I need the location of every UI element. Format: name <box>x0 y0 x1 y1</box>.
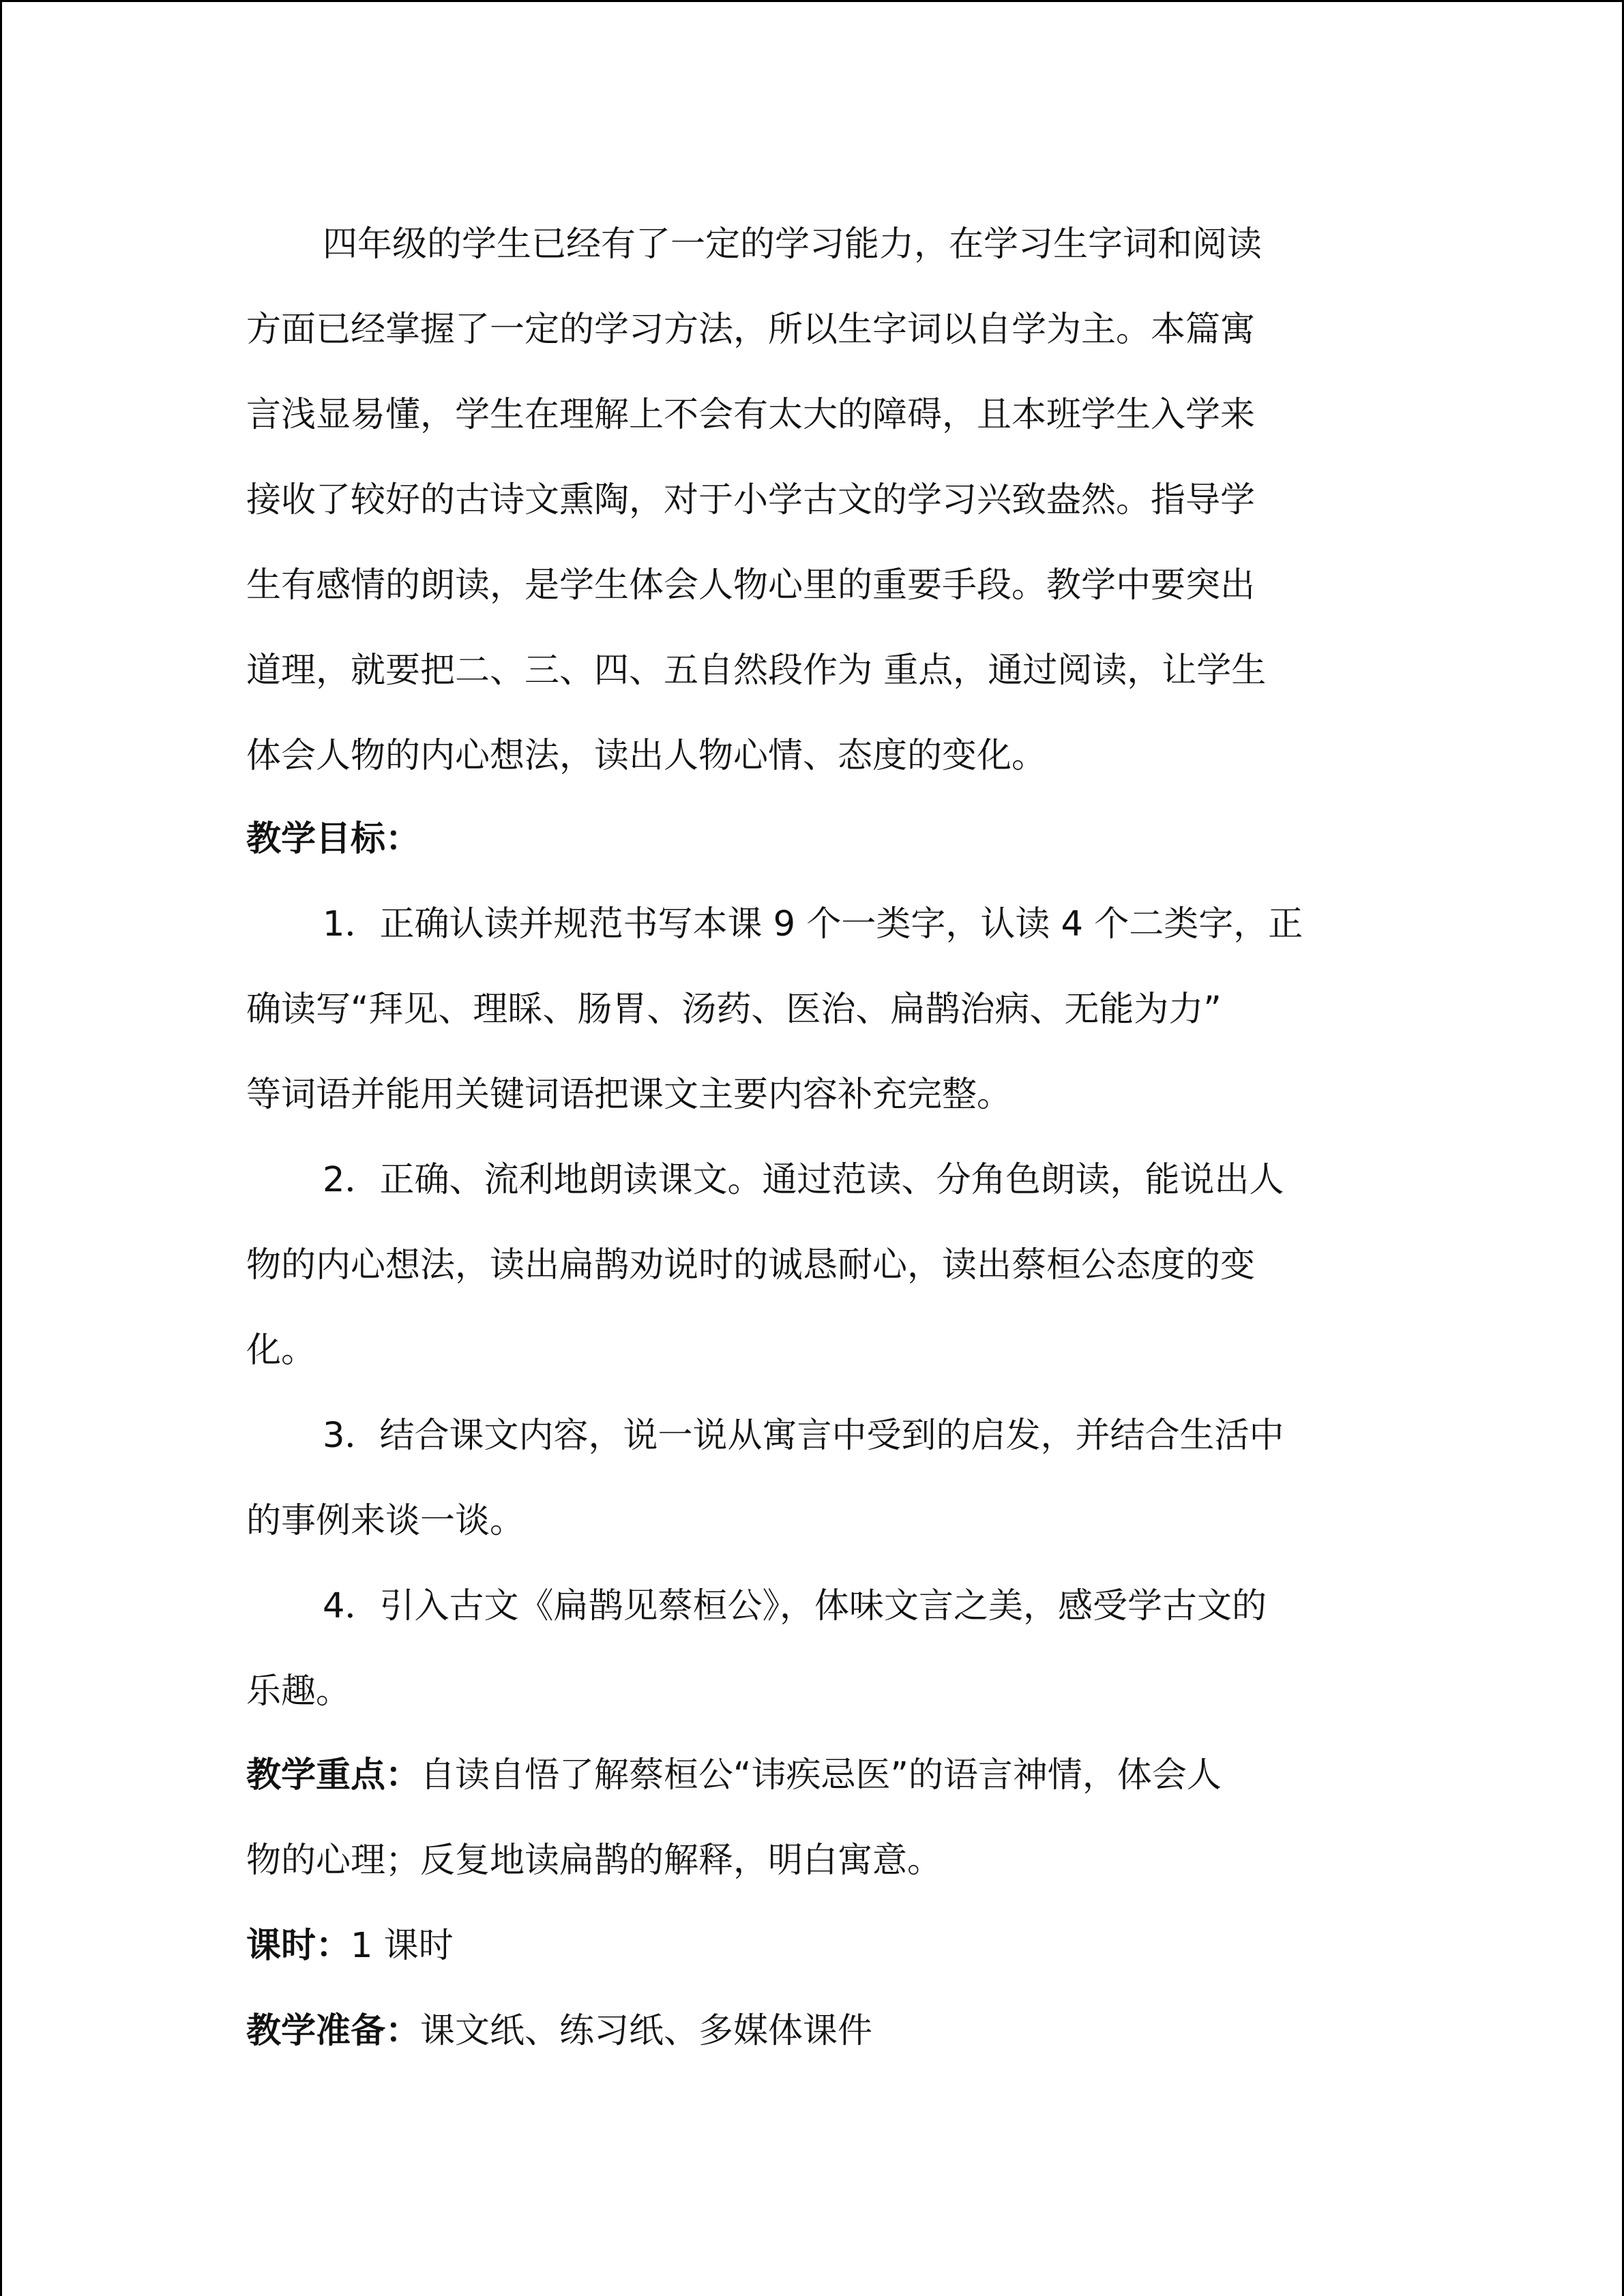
intro-line-6: 道理，就要把二、三、四、五自然段作为 重点，通过阅读，让学生 <box>246 651 1267 691</box>
key-points-label: 教学重点： <box>246 1755 421 1795</box>
preparation-line <box>246 2011 873 2051</box>
key-points-line-2: 物的心理；反复地读扁鹊的解释，明白寓意。 <box>246 1840 943 1881</box>
intro-line-4: 接收了较好的古诗文熏陶，对于小学古文的学习兴致盎然。指导学 <box>246 480 1256 520</box>
intro-line-7: 体会人物的内心想法，读出人物心情、态度的变化。 <box>246 736 1047 776</box>
goal-4-line-2: 乐趣。 <box>246 1671 351 1712</box>
goal-3-line-2: 的事例来谈一谈。 <box>246 1501 525 1541</box>
preparation-value: 课文纸、练习纸、多媒体课件 <box>420 2011 873 2051</box>
goal-2-line-3: 化。 <box>246 1330 316 1371</box>
key-points-text: 自读自悟了解蔡桓公“讳疾忌医”的语言神情，体会人 <box>420 1755 1222 1795</box>
intro-line-1: 四年级的学生已经有了一定的学习能力，在学习生字词和阅读 <box>323 224 1263 265</box>
intro-line-5: 生有感情的朗读，是学生体会人物心里的重要手段。教学中要突出 <box>246 565 1256 606</box>
periods-label: 课时： <box>246 1926 351 1966</box>
goal-4-line-1: 4．引入古文《扁鹊见蔡桓公》，体味文言之美，感受学古文的 <box>323 1586 1267 1626</box>
goal-1-line-1: 1．正确认读并规范书写本课 9 个一类字，认读 4 个二类字，正 <box>323 904 1303 944</box>
goal-3-line-1: 3．结合课文内容，说一说从寓言中受到的启发，并结合生活中 <box>323 1416 1284 1456</box>
goal-2-line-1: 2．正确、流利地朗读课文。通过范读、分角色朗读，能说出人 <box>323 1160 1284 1200</box>
periods-value: 1 课时 <box>351 1926 454 1966</box>
intro-line-2: 方面已经掌握了一定的学习方法，所以生字词以自学为主。本篇寓 <box>246 310 1256 350</box>
key-points-line-1 <box>246 1755 1222 1795</box>
intro-line-3: 言浅显易懂，学生在理解上不会有太大的障碍，且本班学生入学来 <box>246 395 1256 435</box>
periods-line <box>246 1926 454 1966</box>
goal-1-line-2: 确读写“拜见、理睬、肠胃、汤药、医治、扁鹊治病、无能为力” <box>246 989 1222 1030</box>
preparation-label: 教学准备： <box>246 2011 421 2051</box>
goal-2-line-2: 物的内心想法，读出扁鹊劝说时的诚恳耐心，读出蔡桓公态度的变 <box>246 1245 1256 1285</box>
goal-1-line-3: 等词语并能用关键词语把课文主要内容补充完整。 <box>246 1075 1012 1115</box>
goals-heading: 教学目标： <box>246 819 421 859</box>
